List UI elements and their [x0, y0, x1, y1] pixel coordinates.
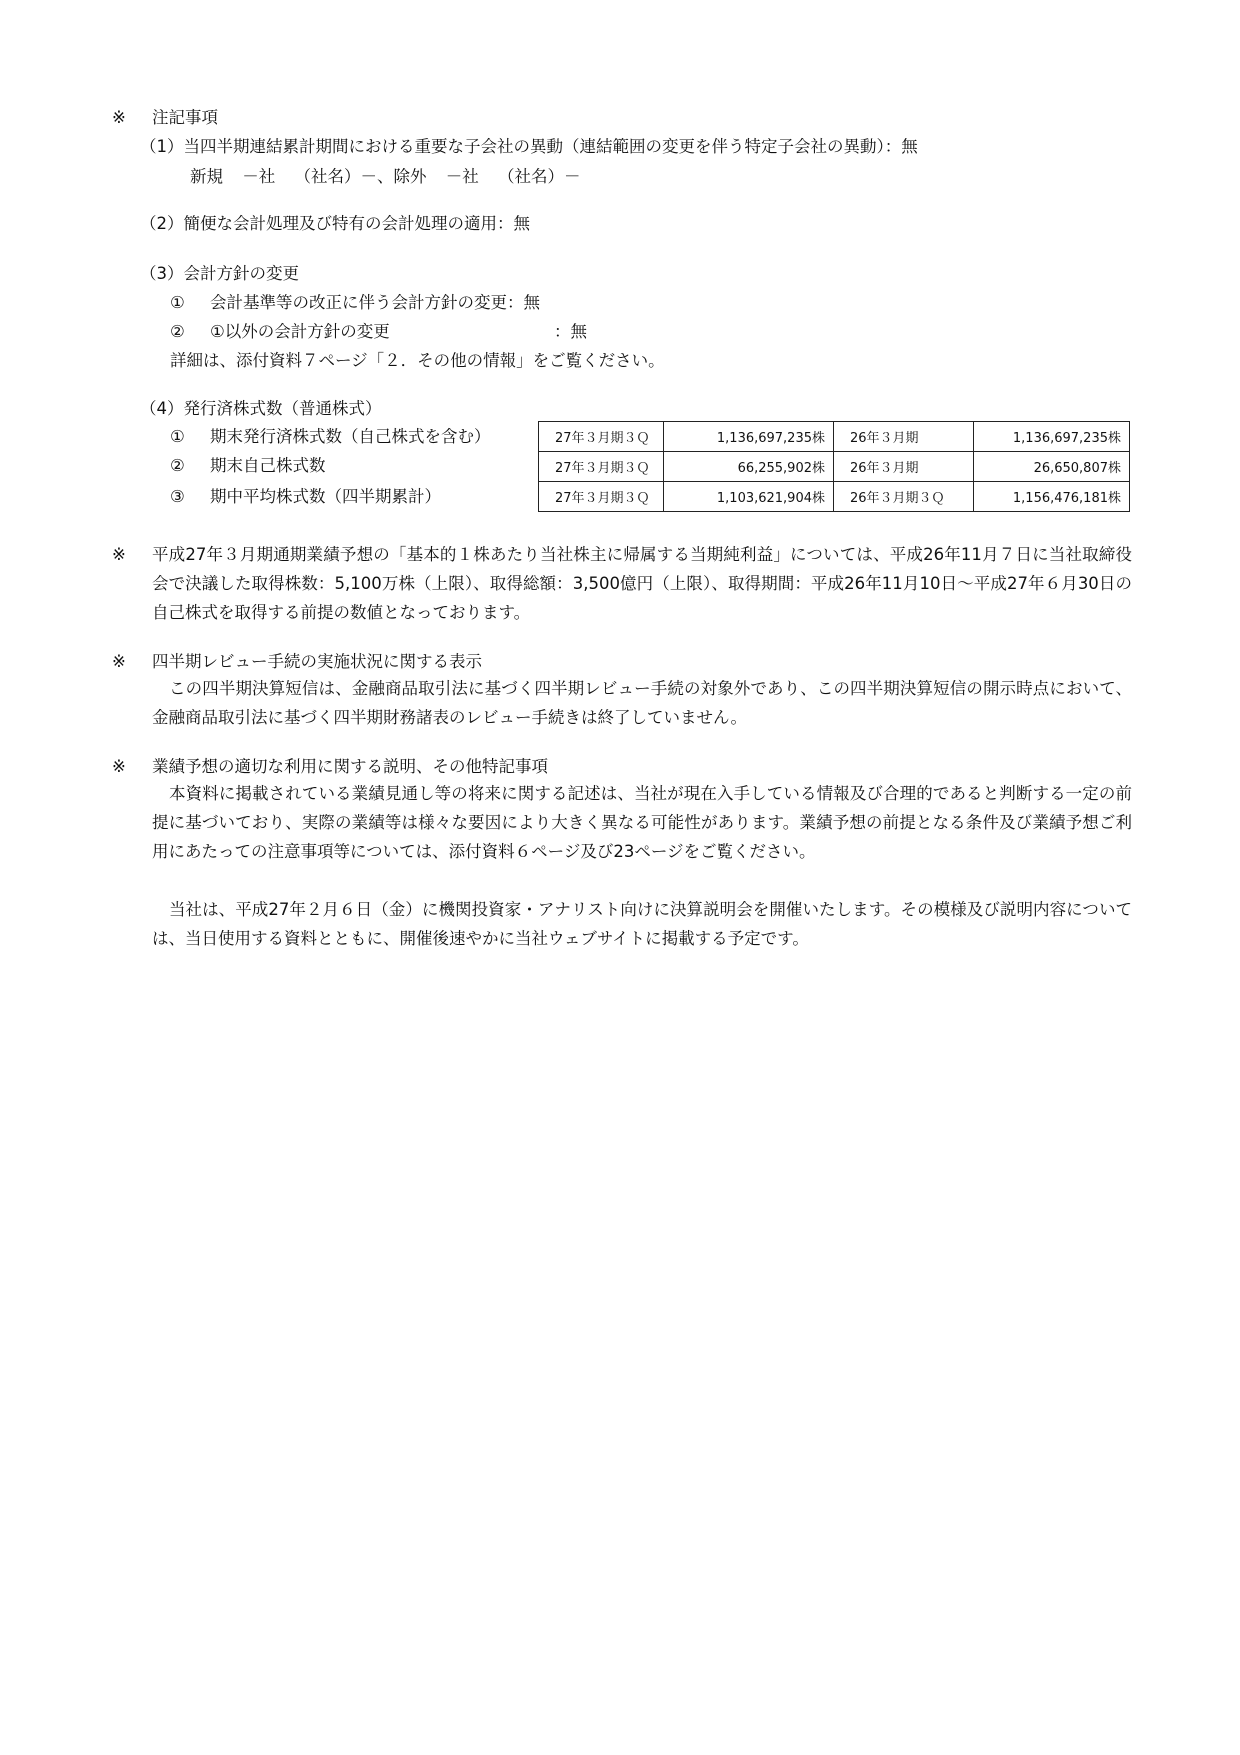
- table-row: [539, 482, 1130, 512]
- value-cell: 1,136,697,235株: [664, 422, 834, 452]
- item4-row2-label: 期末自己株式数: [210, 456, 326, 475]
- item3-sub1-text: 会計基準等の改正に伴う会計方針の変更：無: [210, 293, 540, 312]
- item1-detail: 新規 －社 （社名）－、除外 －社 （社名）－: [190, 167, 581, 186]
- period-cell: 26年３月期: [834, 422, 974, 452]
- usage-note-title: 業績予想の適切な利用に関する説明、その他特記事項: [152, 757, 548, 776]
- item4-row2-mark: ②: [170, 456, 185, 475]
- item3-sub2-value: ：無: [554, 322, 587, 341]
- item4-row3-label: 期中平均株式数（四半期累計）: [210, 487, 441, 506]
- item3-detail: 詳細は、添付資料７ページ「２．その他の情報」をご覧ください。: [170, 351, 665, 370]
- value-cell: 1,136,697,235株: [974, 422, 1130, 452]
- period-cell: 27年３月期３Ｑ: [539, 482, 664, 512]
- item1-text: （1）当四半期連結累計期間における重要な子会社の異動（連結範囲の変更を伴う特定子会社の異動）：無: [140, 137, 918, 156]
- item3-text: （3）会計方針の変更: [140, 264, 299, 283]
- review-note-text: この四半期決算短信は、金融商品取引法に基づく四半期レビュー手続の対象外であり、この四半期決算短信の開示時点において、金融商品取引法に基づく四半期財務諸表のレビュー手続きは終了していません。: [152, 679, 1132, 727]
- item4-row1-label: 期末発行済株式数（自己株式を含む）: [210, 427, 491, 446]
- shares-table: [538, 421, 1130, 512]
- item2-text: （2）簡便な会計処理及び特有の会計処理の適用：無: [140, 214, 530, 233]
- table-row: [539, 452, 1130, 482]
- usage-note-mark: ※: [112, 757, 126, 776]
- value-cell: 66,255,902株: [664, 452, 834, 482]
- notes-title: 注記事項: [152, 108, 218, 127]
- period-cell: 27年３月期３Ｑ: [539, 452, 664, 482]
- value-cell: 1,103,621,904株: [664, 482, 834, 512]
- forecast-note-mark: ※: [112, 545, 126, 564]
- usage-note-para2: 当社は、平成27年２月６日（金）に機関投資家・アナリスト向けに決算説明会を開催いたします。その模様及び説明内容については、当日使用する資料とともに、開催後速やかに当社ウェブサイトに掲載する予定です。: [152, 900, 1132, 948]
- item3-sub2-mark: ②: [170, 322, 185, 341]
- value-cell: 26,650,807株: [974, 452, 1130, 482]
- period-cell: 26年３月期: [834, 452, 974, 482]
- forecast-note-text: 平成27年３月期通期業績予想の「基本的１株あたり当社株主に帰属する当期純利益」については、平成26年11月７日に当社取締役会で決議した取得株数：5,100万株（上限）、取得総額：3,500億円（上限）、取得期間：平成26年11月10日～平成27年６月30日の自己株式を取得する前提の数値となっております。: [152, 545, 1132, 622]
- item4-text: （4）発行済株式数（普通株式）: [140, 399, 382, 418]
- value-cell: 1,156,476,181株: [974, 482, 1130, 512]
- table-row: [539, 422, 1130, 452]
- review-note-title: 四半期レビュー手続の実施状況に関する表示: [152, 652, 482, 671]
- item3-sub2-text: ①以外の会計方針の変更: [210, 322, 390, 341]
- review-note-mark: ※: [112, 652, 126, 671]
- item4-row1-mark: ①: [170, 427, 185, 446]
- period-cell: 27年３月期３Ｑ: [539, 422, 664, 452]
- period-cell: 26年３月期３Ｑ: [834, 482, 974, 512]
- usage-note-para1: 本資料に掲載されている業績見通し等の将来に関する記述は、当社が現在入手している情報及び合理的であると判断する一定の前提に基づいており、実際の業績等は様々な要因により大きく異なる可能性があります。業績予想の前提となる条件及び業績予想ご利用にあたっての注意事項等については、添付資料６ページ及び23ページをご覧ください。: [152, 784, 1133, 861]
- item4-row3-mark: ③: [170, 487, 185, 506]
- note-mark: ※: [112, 108, 126, 127]
- item3-sub1-mark: ①: [170, 293, 185, 312]
